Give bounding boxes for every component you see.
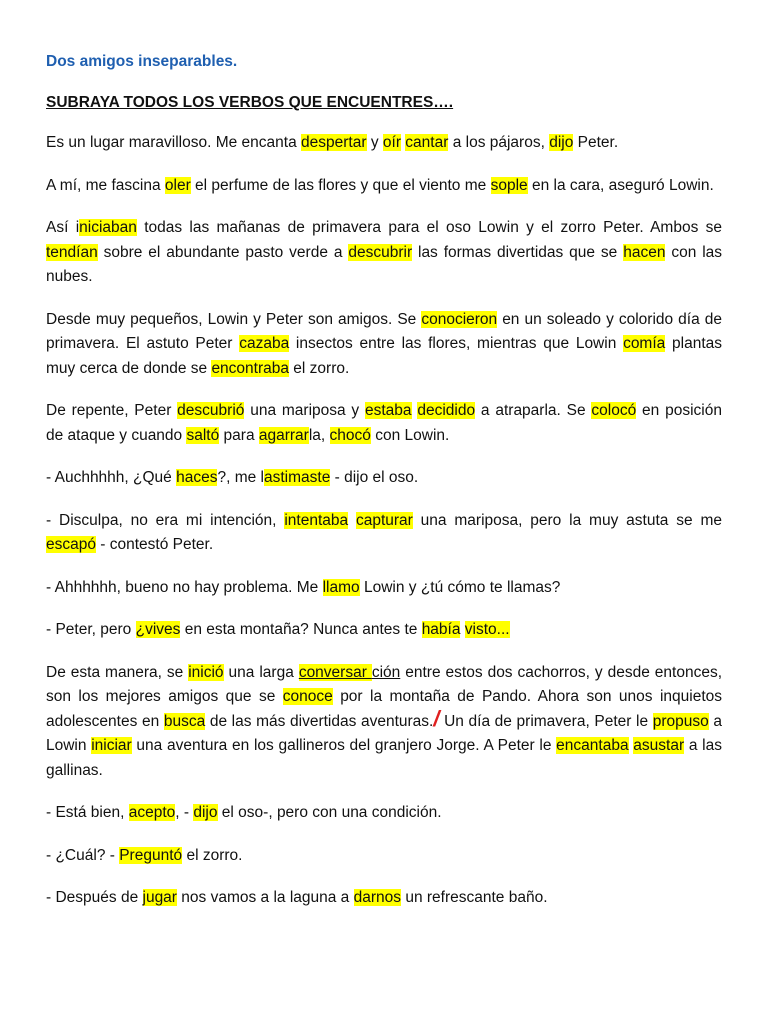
highlighted-verb: escapó (46, 536, 96, 553)
highlighted-verb: jugar (142, 889, 177, 906)
text-segment: - Después de (46, 889, 143, 906)
highlighted-verb: chocó (329, 426, 371, 444)
text-segment: De repente, Peter (46, 402, 178, 419)
highlighted-verb: tendían (46, 243, 98, 261)
highlighted-verb: conoce (282, 688, 333, 705)
text-segment: en posición de ataque y cuando (46, 402, 722, 444)
text-segment: insectos entre las flores, mientras que Lowin (289, 335, 624, 352)
text-segment: una aventura en los gallineros del granjero Jorge. A Peter le (131, 737, 557, 754)
text-segment: Peter. (573, 134, 619, 151)
text-segment: el perfume de las flores y que el viento me (190, 176, 491, 194)
highlighted-verb: visto... (464, 621, 510, 638)
highlighted-verb: Preguntó (119, 846, 183, 864)
story-paragraph (46, 618, 722, 643)
highlighted-verb: sople (490, 176, 528, 194)
story-paragraph (46, 801, 722, 826)
story-paragraph (46, 399, 722, 448)
highlighted-verb: inició (188, 663, 224, 681)
highlighted-verb: oír (382, 134, 401, 151)
text-segment (348, 512, 356, 529)
highlighted-verb: capturar (355, 511, 413, 529)
text-segment: a Lowin (46, 712, 722, 754)
text-segment: por la montaña de Pando. Ahora son unos inquietos adolescentes en (46, 688, 722, 730)
highlighted-verb: despertar (301, 134, 367, 151)
text-segment: en la cara, aseguró Lowin. (527, 176, 714, 194)
text-segment: un refrescante baño. (401, 889, 548, 906)
story-paragraph (46, 844, 722, 869)
highlighted-verb: propuso (652, 712, 709, 730)
highlighted-verb: encontraba (211, 359, 289, 377)
story-paragraph (46, 661, 722, 784)
text-segment: de las más divertidas aventuras. (205, 712, 434, 730)
text-segment: Desde muy pequeños, Lowin y Peter son amigos. Se (46, 310, 422, 328)
text-segment: - contestó Peter. (95, 536, 214, 553)
text-segment: el zorro. (289, 359, 350, 377)
text-segment: - Disculpa, no era mi intención, (46, 511, 285, 529)
highlighted-verb: cazaba (239, 335, 290, 352)
text-segment: - Peter, pero (46, 621, 136, 638)
highlighted-verb: descubrió (177, 402, 245, 419)
text-segment: sobre el abundante pasto verde a (97, 243, 349, 261)
text-segment: con las nubes. (46, 243, 723, 285)
text-segment: a las gallinas. (46, 737, 722, 779)
text-segment: a los pájaros, (448, 134, 550, 151)
highlighted-verb: agarrar (258, 426, 309, 444)
highlighted-verb: había (421, 621, 461, 638)
text-segment: entre estos dos cachorros, y desde entonces, son los mejores amigos que se (46, 663, 722, 705)
text-segment: la, (308, 426, 330, 444)
text-segment: nos vamos a la laguna a (176, 889, 354, 906)
highlighted-verb: oler (164, 176, 191, 194)
story-paragraph (46, 131, 722, 156)
story-paragraph (46, 216, 722, 290)
text-segment: y (366, 134, 383, 151)
exercise-instruction: SUBRAYA TODOS LOS VERBOS QUE ENCUENTRES…. (46, 94, 454, 111)
text-segment: , - (175, 804, 194, 821)
highlighted-verb: darnos (353, 889, 402, 906)
text-segment: ?, me l (217, 469, 264, 486)
highlighted-verb: intentaba (284, 511, 349, 529)
highlighted-verb: comía (623, 335, 666, 352)
text-segment: una mariposa y (244, 402, 365, 419)
highlighted-verb: decidido (417, 402, 476, 419)
highlighted-verb: conversar (298, 663, 372, 681)
text-segment: Lowin y ¿tú cómo te llamas? (359, 578, 561, 596)
story-paragraph (46, 174, 722, 199)
highlighted-verb: dijo (193, 804, 218, 821)
text-segment: A mí, me fascina (46, 176, 165, 194)
story-paragraph (46, 576, 722, 601)
highlighted-verb: encantaba (556, 737, 629, 754)
document-title: Dos amigos inseparables. (46, 53, 238, 70)
highlighted-verb: conocieron (421, 310, 498, 328)
text-segment: - ¿Cuál? - (46, 846, 120, 864)
highlighted-verb: acepto (128, 804, 176, 821)
text-segment: todas las mañanas de primavera para el oso Lowin y el zorro Peter. Ambos se (136, 219, 722, 236)
highlighted-verb: descubrir (348, 243, 413, 261)
highlighted-verb: colocó (591, 402, 637, 419)
text-segment: plantas muy cerca de donde se (46, 335, 722, 377)
text-segment: ción (371, 663, 401, 681)
red-slash-mark: / (433, 705, 440, 731)
highlighted-verb: busca (163, 712, 206, 730)
highlighted-verb: dijo (549, 134, 574, 151)
text-segment: a atraparla. Se (475, 402, 592, 419)
story-paragraph (46, 886, 722, 911)
text-segment: con Lowin. (370, 426, 450, 444)
text-segment: el oso-, pero con una condición. (217, 804, 442, 821)
text-segment: una mariposa, pero la muy astuta se me (412, 511, 722, 529)
text-segment: una larga (223, 663, 299, 681)
text-segment: Así i (46, 219, 80, 236)
highlighted-verb: ¿vives (135, 621, 181, 638)
text-segment: - Auchhhhh, ¿Qué (46, 469, 177, 486)
highlighted-verb: astimaste (264, 469, 331, 486)
highlighted-verb: cantar (405, 134, 449, 151)
highlighted-verb: llamo (322, 578, 360, 596)
text-segment: De esta manera, se (46, 663, 189, 681)
highlighted-verb: asustar (633, 737, 685, 754)
highlighted-verb: saltó (186, 426, 220, 444)
text-segment: en un soleado y colorido día de primavera. El astuto Peter (46, 310, 722, 352)
text-segment: - Está bien, (46, 804, 129, 821)
story-paragraph (46, 308, 722, 382)
text-segment: el zorro. (182, 846, 243, 864)
story-body (46, 131, 722, 911)
highlighted-verb: estaba (365, 402, 412, 419)
highlighted-verb: iniciar (91, 737, 132, 754)
text-segment: - Ahhhhhh, bueno no hay problema. Me (46, 578, 323, 596)
story-paragraph (46, 509, 722, 558)
text-segment: Un día de primavera, Peter le (439, 712, 653, 730)
text-segment: para (219, 426, 259, 444)
highlighted-verb: haces (176, 469, 218, 486)
text-segment: en esta montaña? Nunca antes te (180, 621, 422, 638)
highlighted-verb: hacen (623, 243, 666, 261)
highlighted-verb: niciaban (79, 219, 137, 236)
text-segment: - dijo el oso. (330, 469, 419, 486)
text-segment: las formas divertidas que se (412, 243, 624, 261)
story-paragraph (46, 466, 722, 491)
text-segment: Es un lugar maravilloso. Me encanta (46, 134, 302, 151)
